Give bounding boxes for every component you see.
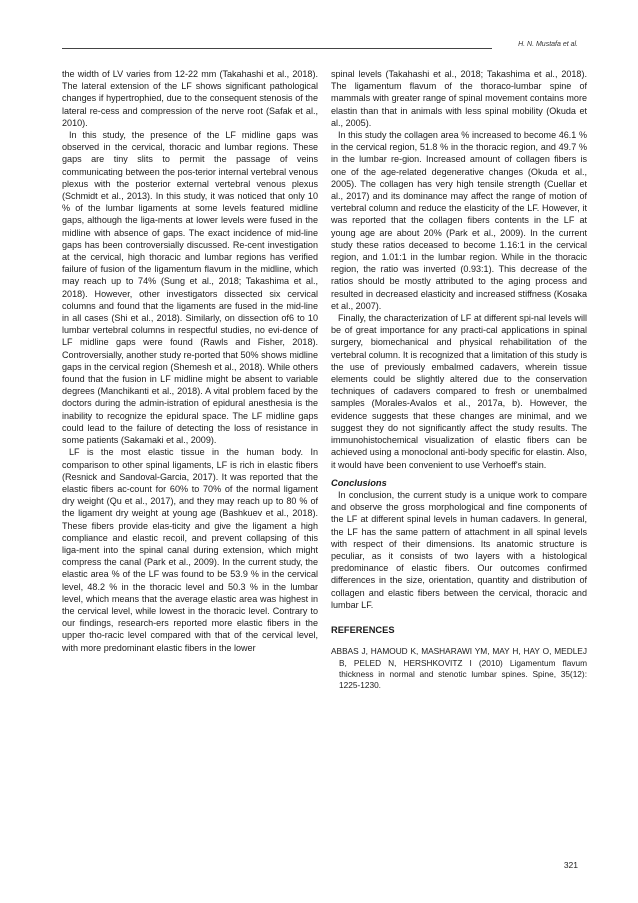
right-column (331, 68, 587, 692)
conclusions-heading: Conclusions (331, 477, 387, 488)
conclusions-paragraph: In conclusion, the current study is a unique work to compare and observe the gross morphological and fine components of the LF at different spinal levels in human cadavers. In general, the LF has the same pattern of attachment in all spinal levels with respect of their dimensions. Its anatomic structure is peculiar, as it consists of two layers with a histological predominance of elastic fibers. Our outcomes confirmed differences in the size, orientation, quantity and distribution of collagen and elastic fibers between the cervical, thoracic and lumbar LF. (331, 489, 587, 610)
left-column (62, 68, 318, 654)
paragraph: Finally, the characterization of LF at different spi-nal levels will be of great importance for any practi-cal applications in spinal surgery, biomechanical and physical rehabilitation of the vertebral column. It is recognized that a limitation of this study is the use of previously embalmed cadavers, wherein tissue elements could be slightly altered due to the conservation techniques of cadavers compared to fresh or unembalmed samples (Morales-Avalos et al., 2017a, b). However, the evidence suggests that these changes are minimal, and we suggest they do not significantly affect the study results. The immunohistochemical visualization of elastic fibers can be achieved using a monoclonal anti-body specific for elastin. Also, it would have been convenient to use Verhoeff's stain. (331, 313, 587, 470)
reference-entry: ABBAS J, HAMOUD K, MASHARAWI YM, MAY H, HAY O, MEDLEJ B, PELED N, HERSHKOVITZ I (2010) Ligamentum flavum thickness in normal and stenotic lumbar spines. Spine, 35(12): 1225-1230. (331, 646, 587, 691)
header-rule (62, 48, 492, 49)
paragraph: In this study, the presence of the LF midline gaps was observed in the cervical, thoracic and lumbar regions. These gaps are tiny slits to permit the passage of veins communicating between the pos-terior internal vertebral venous plexus with the posterior external vertebral venous plexus (Schmidt et al., 2013). In this study, it was noticed that only 10 % of the lumbar ligaments at some levels featured midline gaps, although the liga-ments at lower levels were fused in the midline with absence of gaps. The exact incidence of mid-line gaps has been controversially discussed. Re-cent investigation at the cervical, high thoracic and lumbar regions has verified failure of fusion of the ligamentum flavum in the midline, which may reach up to 74% (Sung et al., 2018; Takashima et al., 2018). However, other investigators dissected six cervical columns and found that the ligaments are fused in the mid-line in all cases (Shi et al., 2018). Similarly, on dissection of6 to 10 lumbar vertebral columns in respectful studies, no evi-dence of LF midline gaps were found (Rawls and Fisher, 2018). Controversially, another study re-ported that 50% shows midline gaps in the cervical region (Shemesh et al., 2018). While others found that the fusion in LF midline might be absent to variable degrees (Manchikanti et al., 2018). A vital problem faced by the doctors during the admin-istration of epidural anesthesia is the inability to recognize the epidural space. The LF midline gaps could lead to the failure of detecting the loss of resistance in some patients (Sakamaki et al., 2009). (62, 130, 318, 446)
paragraph: spinal levels (Takahashi et al., 2018; Takashima et al., 2018). The ligamentum flavum of the thoraco-lumbar spine of mammals with greater range of spinal movement contains more elastin than that in animals with less spinal mobility (Okuda et al., 2005). (331, 69, 587, 128)
paragraph: In this study the collagen area % increased to become 46.1 % in the cervical region, 51.8 % in the thoracic region, and 49.7 % in the lumbar re-gion. Increased amount of collagen fibers is one of the age-related degenerative changes (Okuda et al., 2005). The collagen has very high tensile strength (Cuellar et al., 2017) and its dominance may affect the range of motion of vertebral column and reduce the elasticity of the LF. However, it was reported that the collagen fibers contents in the LF at young age are about 20% (Park et al., 2009). In the current study these ratios deceased to become 1.16:1 in the cervical region, and 1.01:1 in the lumbar region. While in the thoracic region, the ratio was inverted (0.93:1). This decrease of the ratios should be mostly attributed to the aging process and resulted in decreased elasticity and increased stiffness (Kosaka et al., 2007). (331, 130, 587, 311)
paragraph: LF is the most elastic tissue in the human body. In comparison to other spinal ligaments, LF is rich in elastic fibers (Resnick and Sandoval-Garcia, 2017). It was reported that the elastic fibers ac-count for 60% to 70% of the normal ligament dry weight (Qu et al., 2017), and they may reach up to 80 % of the ligament dry weight at young age (Bashkuev et al., 2018). These fibers provide elas-ticity and give the ligament a high compliance and elastic recoil, and prevent collapsing of this liga-ment into the spinal canal during extension, which might compress the canal (Park et al., 2009). In the current study, the elastic area % of the LF was found to be 53.9 % in the cervical level, 48.2 % in the thoracic level and 50.3 % in the lumbar level, which means that the average elastic area was highest in the cervical level, while lowest in the thoracic level. Contrary to our findings, research-ers reported more elastic fibers in the upper tho-racic level compared with that of the cervical level, with more predominant elastic fibers in the lower (62, 447, 318, 653)
page-number: 321 (563, 860, 578, 870)
references-heading: REFERENCES (331, 624, 395, 635)
running-head: H. N. Mustafa et al. (518, 41, 578, 48)
paragraph: the width of LV varies from 12-22 mm (Takahashi et al., 2018). The lateral extension of the LF shows significant pathological changes if hypertrophied, due to the consequent stenosis of the lateral re-cess and compression of the nerve root (Safak et al., 2010). (62, 69, 318, 128)
